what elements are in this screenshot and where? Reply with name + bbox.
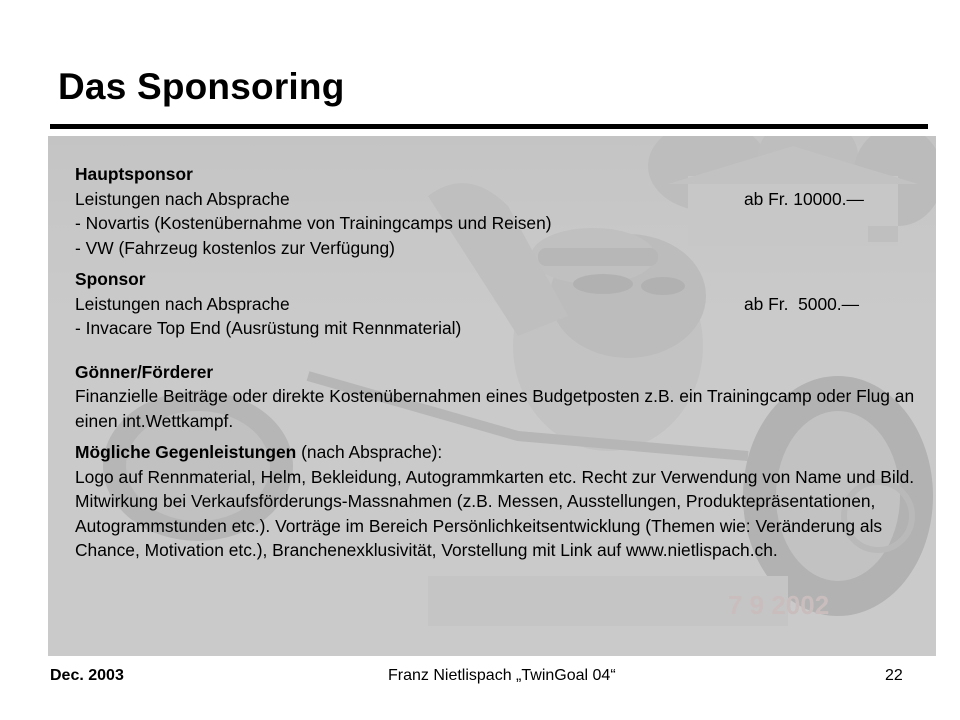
hauptsponsor-services-row <box>75 187 894 212</box>
sponsor-services-row <box>75 292 894 317</box>
goenner-heading: Gönner/Förderer <box>75 361 214 382</box>
sponsor-heading: Sponsor <box>75 269 146 289</box>
footer-date: Dec. 2003 <box>50 667 124 684</box>
title-rule <box>50 124 928 129</box>
hauptsponsor-heading: Hauptsponsor <box>75 164 193 184</box>
hauptsponsor-amount: ab Fr. 10000.— <box>744 188 864 209</box>
hauptsponsor-item: - Novartis (Kostenübernahme von Trainingcamps und Reisen) <box>75 213 552 233</box>
sponsor-block <box>75 267 925 341</box>
hauptsponsor-services: Leistungen nach Absprache <box>75 188 290 209</box>
sponsor-item: - Invacare Top End (Ausrüstung mit Rennmaterial) <box>75 318 462 338</box>
hauptsponsor-item: - VW (Fahrzeug kostenlos zur Verfügung) <box>75 237 395 258</box>
sponsor-services: Leistungen nach Absprache <box>75 293 290 314</box>
page-number: 22 <box>885 667 903 684</box>
slide-title: Das Sponsoring <box>58 66 345 107</box>
sponsor-amount: ab Fr. 5000.— <box>744 293 860 314</box>
slide-content <box>75 162 925 570</box>
gegenleistungen-title <box>75 440 925 465</box>
hauptsponsor-block <box>75 162 925 260</box>
goenner-block <box>75 360 925 434</box>
footer-title: Franz Nietlispach „TwinGoal 04“ <box>388 667 616 684</box>
gegenleistungen-text: Logo auf Rennmaterial, Helm, Bekleidung, Autogrammkarten etc. Recht zur Verwendung von Name und Bild. Mitwirkung bei Verkaufsförderungs-Massnahmen (z.B. Messen, Ausstellungen, Produktepräsentationen, Autogrammstunden etc.). Vorträge im Bereich Persönlichkeitsentwicklung (Themen wie: Veränderung als Chance, Motivation etc.), Branchenexklusivität, Vorstellung mit Link auf www.nietlispach.ch. <box>75 466 915 560</box>
gegenleistungen-block <box>75 440 925 563</box>
gegenleistungen-suffix: (nach Absprache): <box>296 442 443 462</box>
goenner-text: Finanzielle Beiträge oder direkte Kostenübernahmen eines Budgetposten z.B. ein Trainingcamp oder Flug an einen int.Wettkampf. <box>75 386 915 431</box>
gegenleistungen-heading: Mögliche Gegenleistungen <box>75 442 297 462</box>
